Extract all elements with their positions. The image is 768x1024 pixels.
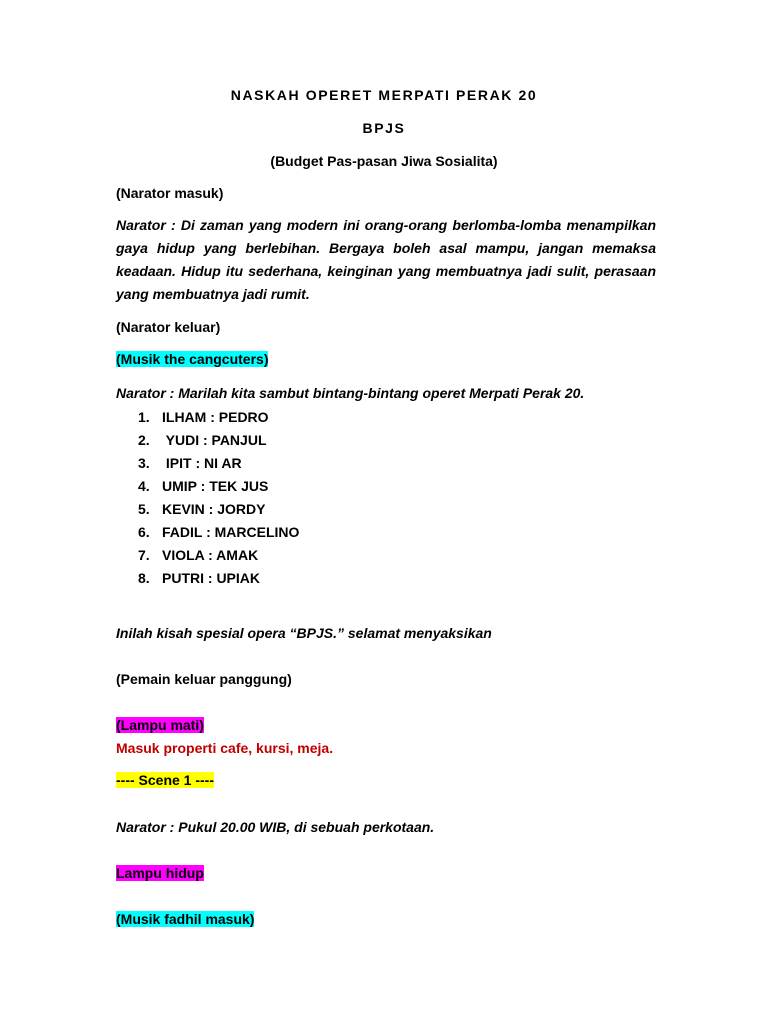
cast-number: 2. (138, 432, 150, 448)
stage-direction-players-exit: (Pemain keluar panggung) (116, 671, 292, 687)
cast-number: 5. (138, 501, 150, 517)
cast-number: 1. (138, 409, 150, 425)
music-cue-1-text: (Musik the cangcuters) (116, 351, 269, 367)
cast-item (138, 452, 299, 475)
time-line: Narator : Pukul 20.00 WIB, di sebuah perkotaan. (116, 819, 435, 835)
cast-list (138, 406, 299, 590)
cast-number: 8. (138, 570, 150, 586)
intro-paragraph: Narator : Di zaman yang modern ini orang-orang berlomba-lomba menampilkan gaya hidup yang berlebihan. Bergaya boleh asal mampu, jangan memaksa keadaan. Hidup itu sederhana, keinginan yang membuatnya jadi sulit, perasaan yang membuatnya jadi rumit. (116, 217, 656, 302)
music-cue-2-text: (Musik fadhil masuk) (116, 911, 255, 927)
cast-text: UMIP : TEK JUS (162, 478, 269, 494)
cast-text: ILHAM : PEDRO (162, 409, 269, 425)
cast-text: VIOLA : AMAK (162, 547, 259, 563)
welcome-line: Narator : Marilah kita sambut bintang-bintang operet Merpati Perak 20. (116, 385, 585, 401)
subtitle-expansion: (Budget Pas-pasan Jiwa Sosialita) (270, 153, 498, 169)
special-line: Inilah kisah spesial opera “BPJS.” selamat menyaksikan (116, 625, 492, 641)
cast-item (138, 544, 299, 567)
stage-direction-narrator-enter: (Narator masuk) (116, 185, 224, 201)
cast-item (138, 498, 299, 521)
stage-direction-narrator-exit: (Narator keluar) (116, 319, 221, 335)
cast-number: 4. (138, 478, 150, 494)
lights-on-cue (116, 864, 204, 883)
cast-text: PUTRI : UPIAK (162, 570, 260, 586)
cast-number: 7. (138, 547, 150, 563)
cast-text: FADIL : MARCELINO (162, 524, 300, 540)
lights-off-cue (116, 716, 204, 735)
cast-text: KEVIN : JORDY (162, 501, 266, 517)
document-title: NASKAH OPERET MERPATI PERAK 20 (230, 87, 538, 103)
music-cue-2 (116, 910, 254, 929)
lights-on-text: Lampu hidup (116, 865, 204, 881)
cast-item (138, 567, 299, 590)
cast-item (138, 475, 299, 498)
cast-item (138, 406, 299, 429)
cast-number: 3. (138, 455, 150, 471)
cast-item (138, 521, 299, 544)
scene-heading (116, 771, 214, 790)
music-cue-1 (116, 350, 268, 369)
lights-off-text: (Lampu mati) (116, 717, 204, 733)
document-subtitle: BPJS (362, 120, 406, 136)
cast-text: YUDI : PANJUL (162, 432, 267, 448)
cast-text: IPIT : NI AR (162, 455, 242, 471)
cast-item (138, 429, 299, 452)
scene-heading-text: ---- Scene 1 ---- (116, 772, 214, 788)
props-direction: Masuk properti cafe, kursi, meja. (116, 740, 334, 756)
cast-number: 6. (138, 524, 150, 540)
